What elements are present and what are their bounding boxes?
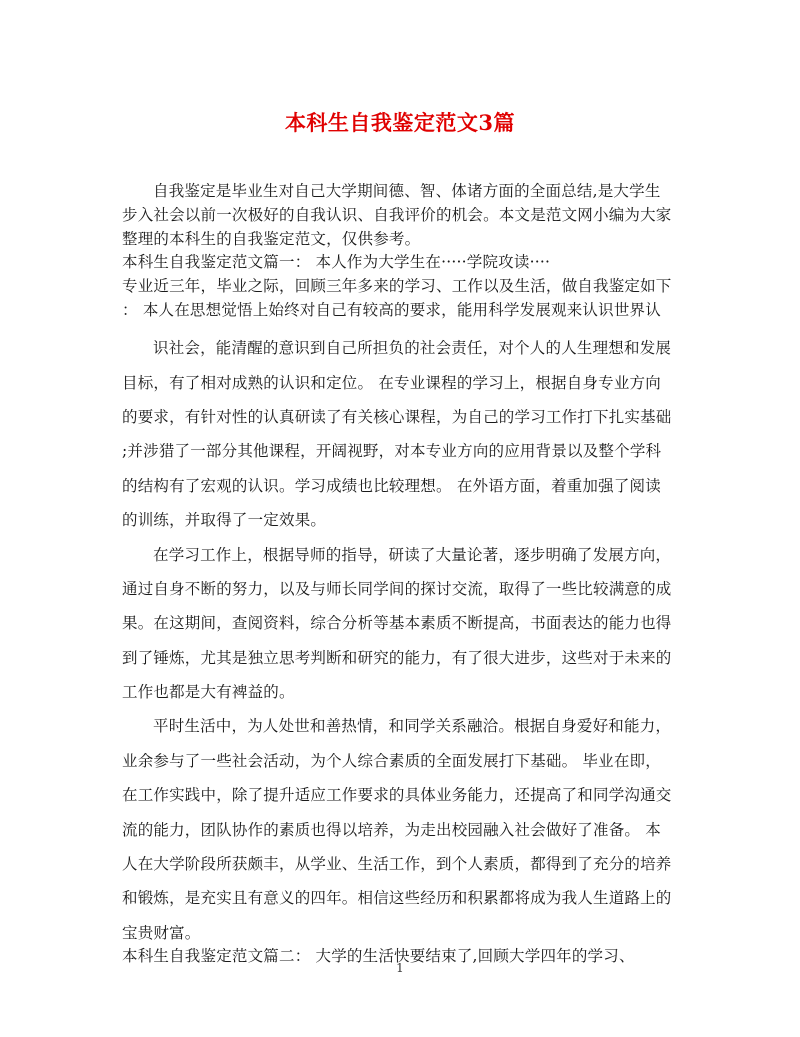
paragraph-line: 步入社会以前一次极好的自我认识、自我评价的机会。本文是范文网小编为大家 xyxy=(122,206,672,224)
paragraph-line: 在学习工作上，根据导师的指导，研读了大量论著，逐步明确了发展方向， xyxy=(153,546,672,564)
paragraph-line: 工作也都是大有裨益的。 xyxy=(122,683,295,701)
paragraph-line: 流的能力，团队协作的素质也得以培养，为走出校园融入社会做好了准备。 本 xyxy=(122,821,661,839)
section-heading-line: 本科生自我鉴定范文篇二： 大学的生活快要结束了,回顾大学四年的学习、 xyxy=(122,947,635,965)
paragraph-line: 在工作实践中，除了提升适应工作要求的具体业务能力，还提高了和同学沟通交 xyxy=(122,786,672,804)
paragraph-line: 的结构有了宏观的认识。学习成绩也比较理想。 在外语方面，着重加强了阅读 xyxy=(122,477,661,495)
paragraph-line: 宝贵财富。 xyxy=(122,924,201,942)
paragraph-line: 果。在这期间，查阅资料，综合分析等基本素质不断提高，书面表达的能力也得 xyxy=(122,614,672,632)
paragraph-line: 专业近三年，毕业之际，回顾三年多来的学习、工作以及生活，做自我鉴定如下 xyxy=(122,277,672,295)
section-heading-line: 本科生自我鉴定范文篇一： 本人作为大学生在·····学院攻读···· xyxy=(122,253,551,271)
document-title: 本科生自我鉴定范文3篇 xyxy=(284,110,516,135)
paragraph-line: ;并涉猎了一部分其他课程，开阔视野，对本专业方向的应用背景以及整个学科 xyxy=(122,442,662,460)
paragraph-line: 到了锤炼，尤其是独立思考判断和研究的能力，有了很大进步，这些对于未来的 xyxy=(122,649,672,667)
paragraph-line: 识社会，能清醒的意识到自己所担负的社会责任，对个人的人生理想和发展 xyxy=(153,339,672,357)
page-number: 1 xyxy=(396,961,404,975)
paragraph-line: 业余参与了一些社会活动，为个人综合素质的全面发展打下基础。 毕业在即， xyxy=(122,752,661,770)
paragraph-line: 自我鉴定是毕业生对自己大学期间德、智、体诸方面的全面总结,是大学生 xyxy=(153,182,661,200)
paragraph-line: 和锻炼，是充实且有意义的四年。相信这些经历和积累都将成为我人生道路上的 xyxy=(122,889,672,907)
paragraph-line: 平时生活中，为人处世和善热情，和同学关系融洽。根据自身爱好和能力， xyxy=(153,717,672,735)
paragraph-line: 整理的本科生的自我鉴定范文，仅供参考。 xyxy=(122,230,421,248)
paragraph-line: 的要求，有针对性的认真研读了有关核心课程，为自己的学习工作打下扎实基础 xyxy=(122,408,672,426)
paragraph-line: 通过自身不断的努力，以及与师长同学间的探讨交流，取得了一些比较满意的成 xyxy=(122,580,672,598)
paragraph-line: 人在大学阶段所获颇丰，从学业、生活工作，到个人素质，都得到了充分的培养 xyxy=(122,855,672,873)
paragraph-line: 的训练，并取得了一定效果。 xyxy=(122,511,327,529)
paragraph-line: ： 本人在思想觉悟上始终对自己有较高的要求，能用科学发展观来认识世界认 xyxy=(122,301,661,319)
paragraph-line: 目标，有了相对成熟的认识和定位。 在专业课程的学习上，根据自身专业方向 xyxy=(122,374,661,392)
